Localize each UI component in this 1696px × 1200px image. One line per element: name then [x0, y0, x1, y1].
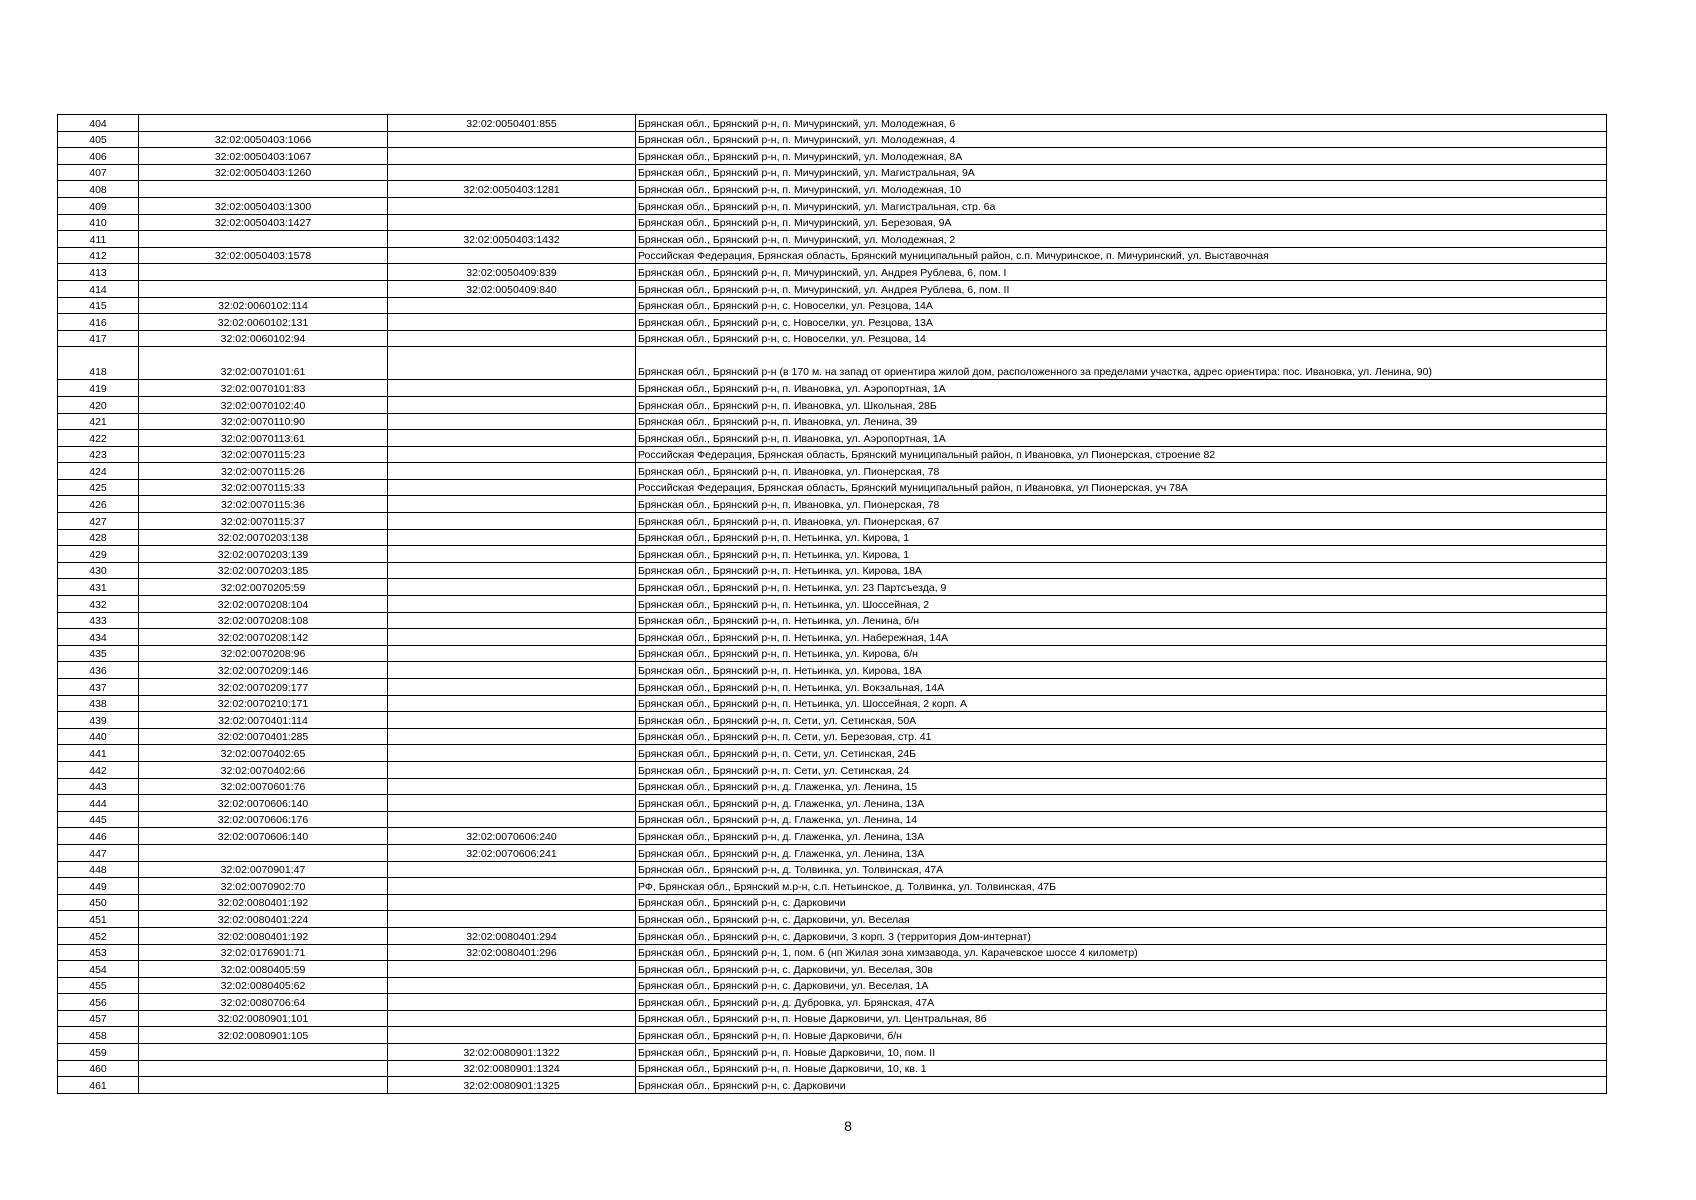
address-cell: Брянская обл., Брянский р-н, п. Нетьинка, ул. Кирова, 1 — [636, 546, 1607, 563]
table-row — [58, 927, 1607, 944]
table-row — [58, 712, 1607, 729]
cadastral-number-cell: 32:02:0070209:177 — [139, 679, 388, 696]
address-cell: Брянская обл., Брянский р-н, с. Дарковичи — [636, 1077, 1607, 1094]
premises-cadastral-number-cell — [388, 380, 636, 397]
cadastral-number-cell: 32:02:0070208:142 — [139, 629, 388, 646]
premises-cadastral-number-cell — [388, 894, 636, 911]
table-row — [58, 679, 1607, 696]
cadastral-number-cell: 32:02:0070209:146 — [139, 662, 388, 679]
row-number-cell: 454 — [58, 961, 139, 978]
premises-cadastral-number-cell — [388, 463, 636, 480]
premises-cadastral-number-cell — [388, 612, 636, 629]
table-row — [58, 181, 1607, 198]
table-row — [58, 728, 1607, 745]
cadastral-number-cell: 32:02:0080405:62 — [139, 977, 388, 994]
premises-cadastral-number-cell — [388, 446, 636, 463]
table-row — [58, 911, 1607, 928]
row-number-cell: 438 — [58, 695, 139, 712]
address-cell: Брянская обл., Брянский р-н, 1, пом. 6 (нп Жилая зона химзавода, ул. Карачевское шоссе 4 километр) — [636, 944, 1607, 961]
address-cell: Брянская обл., Брянский р-н, п. Мичуринский, ул. Андрея Рублева, 6, пом. I — [636, 264, 1607, 281]
address-cell: Брянская обл., Брянский р-н, п. Мичуринский, ул. Березовая, 9А — [636, 214, 1607, 231]
table-row — [58, 1044, 1607, 1061]
address-cell: Брянская обл., Брянский р-н, п. Нетьинка, ул. Кирова, 1 — [636, 529, 1607, 546]
row-number-cell: 405 — [58, 131, 139, 148]
premises-cadastral-number-cell — [388, 131, 636, 148]
cadastral-number-cell: 32:02:0070402:65 — [139, 745, 388, 762]
row-number-cell: 448 — [58, 861, 139, 878]
cadastral-number-cell: 32:02:0050403:1066 — [139, 131, 388, 148]
row-number-cell: 410 — [58, 214, 139, 231]
cadastral-number-cell: 32:02:0080401:224 — [139, 911, 388, 928]
table-row — [58, 446, 1607, 463]
address-cell: Брянская обл., Брянский р-н, п. Мичуринский, ул. Молодежная, 6 — [636, 115, 1607, 132]
address-cell: Брянская обл., Брянский р-н, п. Мичуринский, ул. Молодежная, 4 — [636, 131, 1607, 148]
cadastral-number-cell: 32:02:0050403:1067 — [139, 148, 388, 165]
table-row — [58, 148, 1607, 165]
row-number-cell: 419 — [58, 380, 139, 397]
table-row — [58, 861, 1607, 878]
row-number-cell: 426 — [58, 496, 139, 513]
cadastral-number-cell: 32:02:0080901:105 — [139, 1027, 388, 1044]
cadastral-number-cell: 32:02:0070110:90 — [139, 413, 388, 430]
premises-cadastral-number-cell — [388, 911, 636, 928]
premises-cadastral-number-cell — [388, 214, 636, 231]
table-row — [58, 612, 1607, 629]
address-cell: Брянская обл., Брянский р-н, п. Мичуринский, ул. Молодежная, 10 — [636, 181, 1607, 198]
row-number-cell: 461 — [58, 1077, 139, 1094]
row-number-cell: 420 — [58, 396, 139, 413]
address-cell: Брянская обл., Брянский р-н, п. Нетьинка, ул. Кирова, 18А — [636, 562, 1607, 579]
table-row — [58, 314, 1607, 331]
premises-cadastral-number-cell — [388, 778, 636, 795]
row-number-cell: 443 — [58, 778, 139, 795]
address-cell: Брянская обл., Брянский р-н (в 170 м. на запад от ориентира жилой дом, расположенного за пределами участка, адрес ориентира: пос. Ивановка, ул. Ленина, 90) — [636, 347, 1607, 380]
table-row — [58, 1077, 1607, 1094]
cadastral-number-cell — [139, 231, 388, 248]
address-cell: Брянская обл., Брянский р-н, п. Мичуринский, ул. Андрея Рублева, 6, пом. II — [636, 280, 1607, 297]
cadastral-number-cell — [139, 181, 388, 198]
registry-sheet — [57, 114, 1606, 1094]
row-number-cell: 431 — [58, 579, 139, 596]
row-number-cell: 435 — [58, 645, 139, 662]
address-cell: Брянская обл., Брянский р-н, п. Нетьинка, ул. Вокзальная, 14А — [636, 679, 1607, 696]
address-cell: Брянская обл., Брянский р-н, п. Нетьинка, ул. Шоссейная, 2 корп. А — [636, 695, 1607, 712]
premises-cadastral-number-cell — [388, 396, 636, 413]
cadastral-number-cell: 32:02:0060102:114 — [139, 297, 388, 314]
row-number-cell: 424 — [58, 463, 139, 480]
row-number-cell: 430 — [58, 562, 139, 579]
cadastral-number-cell: 32:02:0070113:61 — [139, 430, 388, 447]
premises-cadastral-number-cell — [388, 629, 636, 646]
row-number-cell: 449 — [58, 878, 139, 895]
premises-cadastral-number-cell — [388, 679, 636, 696]
row-number-cell: 418 — [58, 347, 139, 380]
table-row — [58, 994, 1607, 1011]
address-cell: Брянская обл., Брянский р-н, п. Нетьинка, ул. Набережная, 14А — [636, 629, 1607, 646]
premises-cadastral-number-cell — [388, 761, 636, 778]
cadastral-number-cell: 32:02:0070210:171 — [139, 695, 388, 712]
row-number-cell: 409 — [58, 197, 139, 214]
cadastral-number-cell — [139, 1044, 388, 1061]
cadastral-number-cell: 32:02:0070208:108 — [139, 612, 388, 629]
address-cell: Брянская обл., Брянский р-н, п. Мичуринский, ул. Молодежная, 2 — [636, 231, 1607, 248]
row-number-cell: 407 — [58, 164, 139, 181]
premises-cadastral-number-cell: 32:02:0050401:855 — [388, 115, 636, 132]
row-number-cell: 446 — [58, 828, 139, 845]
premises-cadastral-number-cell — [388, 579, 636, 596]
address-cell: Брянская обл., Брянский р-н, д. Глаженка, ул. Ленина, 14 — [636, 811, 1607, 828]
premises-cadastral-number-cell — [388, 745, 636, 762]
row-number-cell: 404 — [58, 115, 139, 132]
cadastral-number-cell: 32:02:0070115:23 — [139, 446, 388, 463]
table-row — [58, 264, 1607, 281]
table-row — [58, 131, 1607, 148]
cadastral-number-cell: 32:02:0080901:101 — [139, 1010, 388, 1027]
address-cell: Брянская обл., Брянский р-н, п. Ивановка, ул. Пионерская, 78 — [636, 496, 1607, 513]
table-row — [58, 844, 1607, 861]
premises-cadastral-number-cell: 32:02:0080401:296 — [388, 944, 636, 961]
cadastral-number-cell: 32:02:0050403:1300 — [139, 197, 388, 214]
cadastral-number-cell: 32:02:0070205:59 — [139, 579, 388, 596]
premises-cadastral-number-cell — [388, 861, 636, 878]
premises-cadastral-number-cell — [388, 645, 636, 662]
cadastral-number-cell: 32:02:0070101:61 — [139, 347, 388, 380]
cadastral-number-cell: 32:02:0050403:1427 — [139, 214, 388, 231]
premises-cadastral-number-cell: 32:02:0050403:1281 — [388, 181, 636, 198]
row-number-cell: 456 — [58, 994, 139, 1011]
table-row — [58, 662, 1607, 679]
table-row — [58, 164, 1607, 181]
table-row — [58, 529, 1607, 546]
table-row — [58, 629, 1607, 646]
cadastral-number-cell: 32:02:0080401:192 — [139, 894, 388, 911]
row-number-cell: 450 — [58, 894, 139, 911]
row-number-cell: 460 — [58, 1060, 139, 1077]
cadastral-number-cell: 32:02:0070601:76 — [139, 778, 388, 795]
table-row — [58, 247, 1607, 264]
cadastral-number-cell: 32:02:0070901:47 — [139, 861, 388, 878]
table-row — [58, 1027, 1607, 1044]
address-cell: Российская Федерация, Брянская область, Брянский муниципальный район, с.п. Мичуринское, п. Мичуринский, ул. Выставочная — [636, 247, 1607, 264]
cadastral-number-cell: 32:02:0070401:285 — [139, 728, 388, 745]
cadastral-number-cell: 32:02:0050403:1578 — [139, 247, 388, 264]
table-body — [58, 115, 1607, 1094]
premises-cadastral-number-cell — [388, 811, 636, 828]
table-row — [58, 961, 1607, 978]
premises-cadastral-number-cell — [388, 961, 636, 978]
row-number-cell: 417 — [58, 330, 139, 347]
row-number-cell: 423 — [58, 446, 139, 463]
table-row — [58, 1010, 1607, 1027]
address-cell: Брянская обл., Брянский р-н, с. Новоселки, ул. Резцова, 14 — [636, 330, 1607, 347]
table-row — [58, 811, 1607, 828]
table-row — [58, 596, 1607, 613]
cadastral-number-cell: 32:02:0070208:104 — [139, 596, 388, 613]
premises-cadastral-number-cell — [388, 695, 636, 712]
cadastral-number-cell: 32:02:0070203:139 — [139, 546, 388, 563]
address-cell: Брянская обл., Брянский р-н, п. Ивановка, ул. Аэропортная, 1А — [636, 380, 1607, 397]
cadastral-number-cell — [139, 280, 388, 297]
premises-cadastral-number-cell: 32:02:0070606:240 — [388, 828, 636, 845]
premises-cadastral-number-cell — [388, 513, 636, 530]
table-row — [58, 197, 1607, 214]
cadastral-number-cell: 32:02:0080401:192 — [139, 927, 388, 944]
address-cell: Брянская обл., Брянский р-н, п. Мичуринский, ул. Молодежная, 8А — [636, 148, 1607, 165]
premises-cadastral-number-cell — [388, 596, 636, 613]
table-row — [58, 513, 1607, 530]
premises-cadastral-number-cell — [388, 662, 636, 679]
cadastral-number-cell: 32:02:0070208:96 — [139, 645, 388, 662]
table-row — [58, 828, 1607, 845]
premises-cadastral-number-cell: 32:02:0050409:840 — [388, 280, 636, 297]
premises-cadastral-number-cell — [388, 712, 636, 729]
address-cell: Брянская обл., Брянский р-н, п. Ивановка, ул. Пионерская, 67 — [636, 513, 1607, 530]
row-number-cell: 421 — [58, 413, 139, 430]
premises-cadastral-number-cell — [388, 994, 636, 1011]
premises-cadastral-number-cell — [388, 562, 636, 579]
address-cell: Брянская обл., Брянский р-н, п. Сети, ул. Сетинская, 24Б — [636, 745, 1607, 762]
cadastral-number-cell: 32:02:0070115:26 — [139, 463, 388, 480]
address-cell: Брянская обл., Брянский р-н, с. Дарковичи — [636, 894, 1607, 911]
row-number-cell: 447 — [58, 844, 139, 861]
address-cell: Брянская обл., Брянский р-н, д. Глаженка, ул. Ленина, 13А — [636, 844, 1607, 861]
address-cell: Брянская обл., Брянский р-н, д. Дубровка, ул. Брянская, 47А — [636, 994, 1607, 1011]
cadastral-number-cell: 32:02:0060102:131 — [139, 314, 388, 331]
table-row — [58, 214, 1607, 231]
cadastral-number-cell: 32:02:0070115:37 — [139, 513, 388, 530]
table-row — [58, 878, 1607, 895]
cadastral-number-cell: 32:02:0070203:185 — [139, 562, 388, 579]
row-number-cell: 433 — [58, 612, 139, 629]
address-cell: РФ, Брянская обл., Брянский м.р-н, с.п. Нетьинское, д. Толвинка, ул. Толвинская, 47Б — [636, 878, 1607, 895]
row-number-cell: 427 — [58, 513, 139, 530]
premises-cadastral-number-cell — [388, 878, 636, 895]
premises-cadastral-number-cell — [388, 430, 636, 447]
row-number-cell: 413 — [58, 264, 139, 281]
premises-cadastral-number-cell — [388, 529, 636, 546]
premises-cadastral-number-cell: 32:02:0070606:241 — [388, 844, 636, 861]
address-cell: Брянская обл., Брянский р-н, п. Ивановка, ул. Аэропортная, 1А — [636, 430, 1607, 447]
cadastral-number-cell: 32:02:0070606:140 — [139, 828, 388, 845]
premises-cadastral-number-cell — [388, 297, 636, 314]
premises-cadastral-number-cell: 32:02:0080901:1322 — [388, 1044, 636, 1061]
table-row — [58, 496, 1607, 513]
cadastral-number-cell — [139, 115, 388, 132]
row-number-cell: 415 — [58, 297, 139, 314]
cadastral-number-cell: 32:02:0070203:138 — [139, 529, 388, 546]
premises-cadastral-number-cell — [388, 314, 636, 331]
row-number-cell: 459 — [58, 1044, 139, 1061]
premises-cadastral-number-cell — [388, 496, 636, 513]
premises-cadastral-number-cell: 32:02:0080901:1324 — [388, 1060, 636, 1077]
row-number-cell: 408 — [58, 181, 139, 198]
row-number-cell: 439 — [58, 712, 139, 729]
address-cell: Брянская обл., Брянский р-н, п. Новые Дарковичи, б/н — [636, 1027, 1607, 1044]
premises-cadastral-number-cell — [388, 1010, 636, 1027]
table-row — [58, 795, 1607, 812]
cadastral-number-cell — [139, 1077, 388, 1094]
address-cell: Брянская обл., Брянский р-н, п. Сети, ул. Сетинская, 50А — [636, 712, 1607, 729]
premises-cadastral-number-cell — [388, 728, 636, 745]
cadastral-number-cell: 32:02:0050403:1260 — [139, 164, 388, 181]
premises-cadastral-number-cell — [388, 164, 636, 181]
row-number-cell: 445 — [58, 811, 139, 828]
row-number-cell: 429 — [58, 546, 139, 563]
row-number-cell: 441 — [58, 745, 139, 762]
table-row — [58, 396, 1607, 413]
table-row — [58, 297, 1607, 314]
table-row — [58, 280, 1607, 297]
address-cell: Брянская обл., Брянский р-н, д. Глаженка, ул. Ленина, 13А — [636, 828, 1607, 845]
premises-cadastral-number-cell: 32:02:0080401:294 — [388, 927, 636, 944]
address-cell: Брянская обл., Брянский р-н, п. Нетьинка, ул. Кирова, 18А — [636, 662, 1607, 679]
row-number-cell: 440 — [58, 728, 139, 745]
cadastral-number-cell — [139, 1060, 388, 1077]
premises-cadastral-number-cell: 32:02:0080901:1325 — [388, 1077, 636, 1094]
cadastral-number-cell: 32:02:0070402:66 — [139, 761, 388, 778]
address-cell: Брянская обл., Брянский р-н, п. Новые Дарковичи, 10, кв. 1 — [636, 1060, 1607, 1077]
table-row — [58, 413, 1607, 430]
address-cell: Брянская обл., Брянский р-н, д. Толвинка, ул. Толвинская, 47А — [636, 861, 1607, 878]
table-row — [58, 695, 1607, 712]
cadastral-number-cell: 32:02:0070102:40 — [139, 396, 388, 413]
table-row — [58, 430, 1607, 447]
address-cell: Брянская обл., Брянский р-н, п. Нетьинка, ул. Шоссейная, 2 — [636, 596, 1607, 613]
table-row — [58, 1060, 1607, 1077]
address-cell: Брянская обл., Брянский р-н, с. Дарковичи, ул. Веселая — [636, 911, 1607, 928]
premises-cadastral-number-cell — [388, 977, 636, 994]
address-cell: Брянская обл., Брянский р-н, с. Дарковичи, ул. Веселая, 30в — [636, 961, 1607, 978]
row-number-cell: 411 — [58, 231, 139, 248]
address-cell: Брянская обл., Брянский р-н, п. Нетьинка, ул. Кирова, б/н — [636, 645, 1607, 662]
cadastral-number-cell: 32:02:0070606:140 — [139, 795, 388, 812]
address-cell: Брянская обл., Брянский р-н, с. Дарковичи, ул. Веселая, 1А — [636, 977, 1607, 994]
address-cell: Российская Федерация, Брянская область, Брянский муниципальный район, п Ивановка, ул Пионерская, уч 78А — [636, 479, 1607, 496]
row-number-cell: 444 — [58, 795, 139, 812]
table-row — [58, 115, 1607, 132]
table-row — [58, 463, 1607, 480]
address-cell: Российская Федерация, Брянская область, Брянский муниципальный район, п Ивановка, ул Пионерская, строение 82 — [636, 446, 1607, 463]
address-cell: Брянская обл., Брянский р-н, п. Новые Дарковичи, 10, пом. II — [636, 1044, 1607, 1061]
table-row — [58, 944, 1607, 961]
row-number-cell: 434 — [58, 629, 139, 646]
cadastral-number-cell: 32:02:0070902:70 — [139, 878, 388, 895]
row-number-cell: 432 — [58, 596, 139, 613]
premises-cadastral-number-cell: 32:02:0050403:1432 — [388, 231, 636, 248]
premises-cadastral-number-cell — [388, 148, 636, 165]
page-number: 8 — [844, 1118, 852, 1134]
cadastral-number-cell: 32:02:0070101:83 — [139, 380, 388, 397]
premises-cadastral-number-cell — [388, 479, 636, 496]
cadastral-number-cell: 32:02:0070606:176 — [139, 811, 388, 828]
row-number-cell: 414 — [58, 280, 139, 297]
address-cell: Брянская обл., Брянский р-н, п. Сети, ул. Березовая, стр. 41 — [636, 728, 1607, 745]
cadastral-number-cell — [139, 264, 388, 281]
cadastral-number-cell: 32:02:0070115:36 — [139, 496, 388, 513]
cadastral-number-cell: 32:02:0080706:64 — [139, 994, 388, 1011]
table-row — [58, 562, 1607, 579]
address-cell: Брянская обл., Брянский р-н, п. Сети, ул. Сетинская, 24 — [636, 761, 1607, 778]
table-row — [58, 645, 1607, 662]
row-number-cell: 425 — [58, 479, 139, 496]
row-number-cell: 416 — [58, 314, 139, 331]
row-number-cell: 442 — [58, 761, 139, 778]
address-cell: Брянская обл., Брянский р-н, п. Нетьинка, ул. Ленина, б/н — [636, 612, 1607, 629]
row-number-cell: 457 — [58, 1010, 139, 1027]
address-cell: Брянская обл., Брянский р-н, с. Новоселки, ул. Резцова, 13А — [636, 314, 1607, 331]
cadastral-number-cell: 32:02:0060102:94 — [139, 330, 388, 347]
table-row — [58, 330, 1607, 347]
premises-cadastral-number-cell — [388, 1027, 636, 1044]
cadastral-number-cell: 32:02:0070115:33 — [139, 479, 388, 496]
premises-cadastral-number-cell — [388, 330, 636, 347]
land-plots-table — [57, 114, 1607, 1094]
table-row — [58, 380, 1607, 397]
premises-cadastral-number-cell: 32:02:0050409:839 — [388, 264, 636, 281]
address-cell: Брянская обл., Брянский р-н, д. Глаженка, ул. Ленина, 13А — [636, 795, 1607, 812]
address-cell: Брянская обл., Брянский р-н, п. Мичуринский, ул. Магистральная, 9А — [636, 164, 1607, 181]
address-cell: Брянская обл., Брянский р-н, п. Нетьинка, ул. 23 Партсъезда, 9 — [636, 579, 1607, 596]
row-number-cell: 453 — [58, 944, 139, 961]
row-number-cell: 422 — [58, 430, 139, 447]
table-row — [58, 894, 1607, 911]
row-number-cell: 452 — [58, 927, 139, 944]
row-number-cell: 437 — [58, 679, 139, 696]
cadastral-number-cell: 32:02:0080405:59 — [139, 961, 388, 978]
premises-cadastral-number-cell — [388, 197, 636, 214]
address-cell: Брянская обл., Брянский р-н, п. Мичуринский, ул. Магистральная, стр. 6а — [636, 197, 1607, 214]
row-number-cell: 458 — [58, 1027, 139, 1044]
cadastral-number-cell — [139, 844, 388, 861]
row-number-cell: 428 — [58, 529, 139, 546]
table-row — [58, 778, 1607, 795]
premises-cadastral-number-cell — [388, 795, 636, 812]
table-row — [58, 977, 1607, 994]
table-row — [58, 479, 1607, 496]
table-row — [58, 745, 1607, 762]
cadastral-number-cell: 32:02:0176901:71 — [139, 944, 388, 961]
row-number-cell: 451 — [58, 911, 139, 928]
premises-cadastral-number-cell — [388, 247, 636, 264]
premises-cadastral-number-cell — [388, 546, 636, 563]
premises-cadastral-number-cell — [388, 413, 636, 430]
row-number-cell: 455 — [58, 977, 139, 994]
address-cell: Брянская обл., Брянский р-н, п. Ивановка, ул. Ленина, 39 — [636, 413, 1607, 430]
address-cell: Брянская обл., Брянский р-н, с. Дарковичи, 3 корп. 3 (территория Дом-интернат) — [636, 927, 1607, 944]
cadastral-number-cell: 32:02:0070401:114 — [139, 712, 388, 729]
table-row — [58, 546, 1607, 563]
address-cell: Брянская обл., Брянский р-н, д. Глаженка, ул. Ленина, 15 — [636, 778, 1607, 795]
address-cell: Брянская обл., Брянский р-н, п. Ивановка, ул. Пионерская, 78 — [636, 463, 1607, 480]
table-row — [58, 579, 1607, 596]
address-cell: Брянская обл., Брянский р-н, с. Новоселки, ул. Резцова, 14А — [636, 297, 1607, 314]
row-number-cell: 412 — [58, 247, 139, 264]
premises-cadastral-number-cell — [388, 347, 636, 380]
table-row — [58, 761, 1607, 778]
table-row — [58, 231, 1607, 248]
table-row — [58, 347, 1607, 380]
row-number-cell: 406 — [58, 148, 139, 165]
address-cell: Брянская обл., Брянский р-н, п. Новые Дарковичи, ул. Центральная, 8б — [636, 1010, 1607, 1027]
row-number-cell: 436 — [58, 662, 139, 679]
address-cell: Брянская обл., Брянский р-н, п. Ивановка, ул. Школьная, 28Б — [636, 396, 1607, 413]
